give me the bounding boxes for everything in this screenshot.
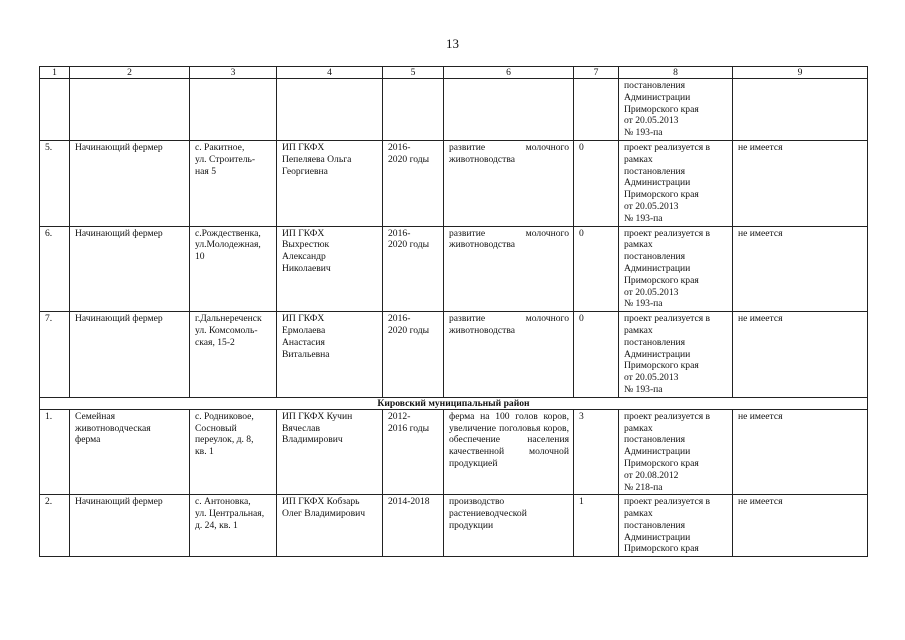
- farm-type: Начинающий фермер: [70, 312, 190, 398]
- activity-description: развитие молочного животноводства: [444, 140, 574, 226]
- note: не имеется: [733, 140, 868, 226]
- period: 2014-2018: [383, 495, 444, 557]
- table-row: [40, 312, 868, 398]
- jobs-count: 3: [574, 409, 619, 495]
- activity-description: производство растениеводческой продукции: [444, 495, 574, 557]
- project-status: проект реализуется в рамках постановления Администрации Приморского края от 20.08.2012 № 218-па: [619, 409, 733, 495]
- period: 2012- 2016 годы: [383, 409, 444, 495]
- note: не имеется: [733, 312, 868, 398]
- project-status: проект реализуется в рамках постановления Администрации Приморского края: [619, 495, 733, 557]
- row-number: 5.: [40, 140, 70, 226]
- column-number-9: 9: [733, 67, 868, 79]
- period: 2016- 2020 годы: [383, 312, 444, 398]
- jobs-count: 0: [574, 226, 619, 312]
- project-status: проект реализуется в рамках постановления Администрации Приморского края от 20.05.2013 № 193-па: [619, 226, 733, 312]
- continuation-cell-9: [733, 79, 868, 141]
- activity-description: развитие молочного животноводства: [444, 226, 574, 312]
- period: 2016- 2020 годы: [383, 226, 444, 312]
- column-number-2: 2: [70, 67, 190, 79]
- row-number: 6.: [40, 226, 70, 312]
- note: не имеется: [733, 495, 868, 557]
- activity-description: ферма на 100 голов коров, увеличение поголовья коров, обеспечение населения качественной молочной продукцией: [444, 409, 574, 495]
- address: с. Антоновка, ул. Центральная, д. 24, кв. 1: [190, 495, 277, 557]
- continuation-row: [40, 79, 868, 141]
- column-number-5: 5: [383, 67, 444, 79]
- column-number-4: 4: [277, 67, 383, 79]
- continuation-cell-5: [383, 79, 444, 141]
- table-row: [40, 409, 868, 495]
- continuation-cell-4: [277, 79, 383, 141]
- owner-name: ИП ГКФХ Кобзарь Олег Владимирович: [277, 495, 383, 557]
- section-header-row: [40, 397, 868, 409]
- column-number-8: 8: [619, 67, 733, 79]
- column-number-3: 3: [190, 67, 277, 79]
- continuation-cell-status: постановления Администрации Приморского края от 20.05.2013 № 193-па: [619, 79, 733, 141]
- owner-name: ИП ГКФХ Пепеляева Ольга Георгиевна: [277, 140, 383, 226]
- projects-table: [39, 66, 868, 557]
- jobs-count: 1: [574, 495, 619, 557]
- farm-type: Начинающий фермер: [70, 226, 190, 312]
- table-row: [40, 495, 868, 557]
- table-row: [40, 226, 868, 312]
- continuation-cell-6: [444, 79, 574, 141]
- continuation-cell-7: [574, 79, 619, 141]
- farm-type: Семейная животноводческая ферма: [70, 409, 190, 495]
- jobs-count: 0: [574, 140, 619, 226]
- column-number-1: 1: [40, 67, 70, 79]
- period: 2016- 2020 годы: [383, 140, 444, 226]
- continuation-cell-2: [70, 79, 190, 141]
- column-number-header-row: [40, 67, 868, 79]
- row-number: 2.: [40, 495, 70, 557]
- address: с.Рождественка, ул.Молодежная, 10: [190, 226, 277, 312]
- page-number: 13: [446, 36, 459, 51]
- row-number: 7.: [40, 312, 70, 398]
- column-number-7: 7: [574, 67, 619, 79]
- table-row: [40, 140, 868, 226]
- project-status: проект реализуется в рамках постановления Администрации Приморского края от 20.05.2013 № 193-па: [619, 312, 733, 398]
- address: г.Дальнереченск ул. Комсомоль- ская, 15-2: [190, 312, 277, 398]
- continuation-cell-3: [190, 79, 277, 141]
- continuation-cell-1: [40, 79, 70, 141]
- column-number-6: 6: [444, 67, 574, 79]
- owner-name: ИП ГКФХ Выхрестюк Александр Николаевич: [277, 226, 383, 312]
- section-title: Кировский муниципальный район: [40, 397, 868, 409]
- owner-name: ИП ГКФХ Ермолаева Анастасия Витальевна: [277, 312, 383, 398]
- note: не имеется: [733, 409, 868, 495]
- address: с. Родниковое, Сосновый переулок, д. 8, кв. 1: [190, 409, 277, 495]
- activity-description: развитие молочного животноводства: [444, 312, 574, 398]
- jobs-count: 0: [574, 312, 619, 398]
- farm-type: Начинающий фермер: [70, 140, 190, 226]
- farm-type: Начинающий фермер: [70, 495, 190, 557]
- row-number: 1.: [40, 409, 70, 495]
- address: с. Ракитное, ул. Строитель- ная 5: [190, 140, 277, 226]
- project-status: проект реализуется в рамках постановления Администрации Приморского края от 20.05.2013 № 193-па: [619, 140, 733, 226]
- owner-name: ИП ГКФХ Кучин Вячеслав Владимирович: [277, 409, 383, 495]
- note: не имеется: [733, 226, 868, 312]
